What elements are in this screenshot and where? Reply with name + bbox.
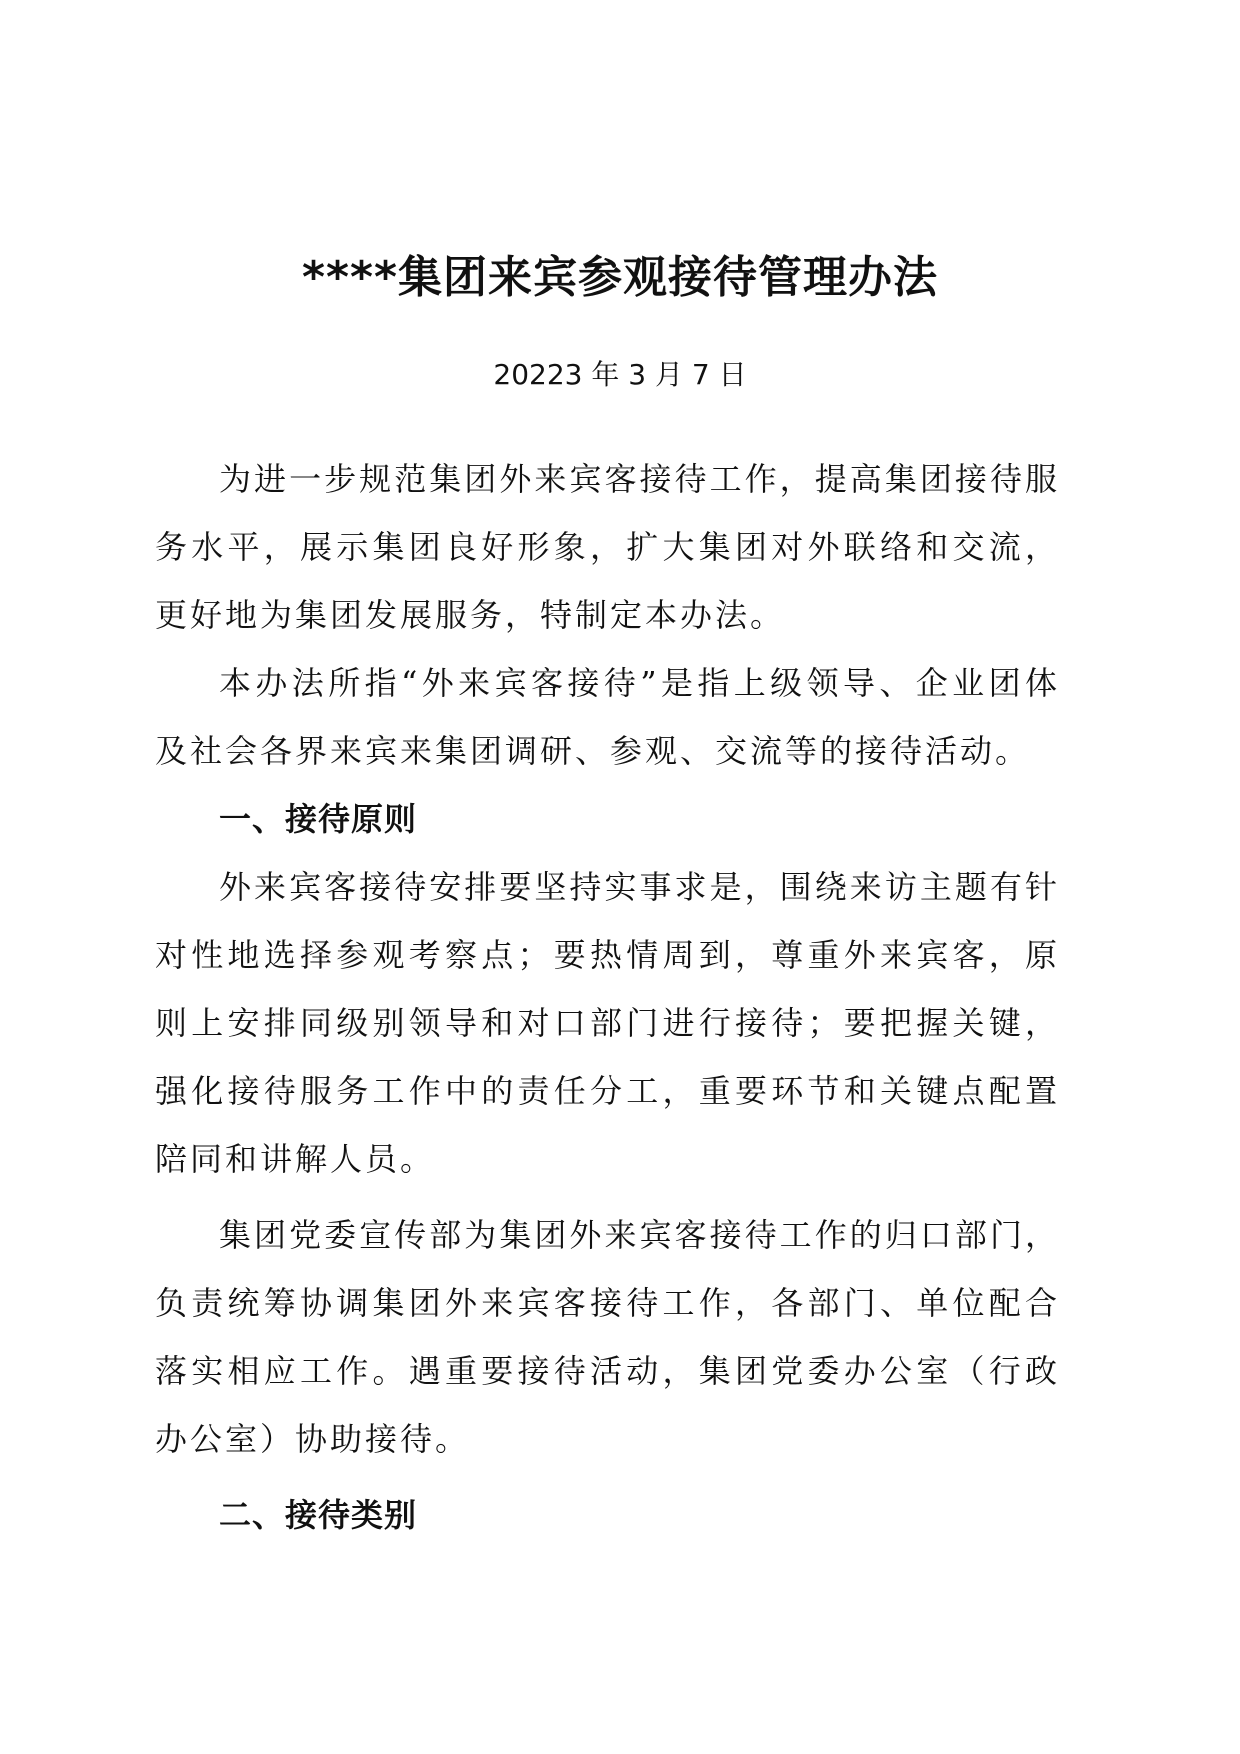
document-title: ****集团来宾参观接待管理办法 (301, 252, 939, 303)
paragraph-purpose: 为进一步规范集团外来宾客接待工作，提高集团接待服务水平，展示集团良好形象，扩大集团对外联络和交流，更好地为集团发展服务，特制定本办法。 (155, 460, 1060, 634)
section-heading-categories: 二、接待类别 (219, 1496, 418, 1534)
paragraph-responsibility: 集团党委宣传部为集团外来宾客接待工作的归口部门，负责统筹协调集团外来宾客接待工作，各部门、单位配合落实相应工作。遇重要接待活动，集团党委办公室（行政办公室）协助接待。 (155, 1216, 1060, 1458)
spacer (155, 1193, 1060, 1201)
spacer (155, 1473, 1060, 1481)
section-heading-principles: 一、接待原则 (219, 800, 418, 838)
document-body (155, 445, 1060, 1549)
document-date: 20223 年 3 月 7 日 (493, 358, 747, 391)
paragraph-definition: 本办法所指“外来宾客接待”是指上级领导、企业团体及社会各界来宾来集团调研、参观、交流等的接待活动。 (155, 664, 1060, 770)
paragraph-principles: 外来宾客接待安排要坚持实事求是，围绕来访主题有针对性地选择参观考察点；要热情周到，尊重外来宾客，原则上安排同级别领导和对口部门进行接待；要把握关键，强化接待服务工作中的责任分工，重要环节和关键点配置陪同和讲解人员。 (155, 868, 1060, 1178)
